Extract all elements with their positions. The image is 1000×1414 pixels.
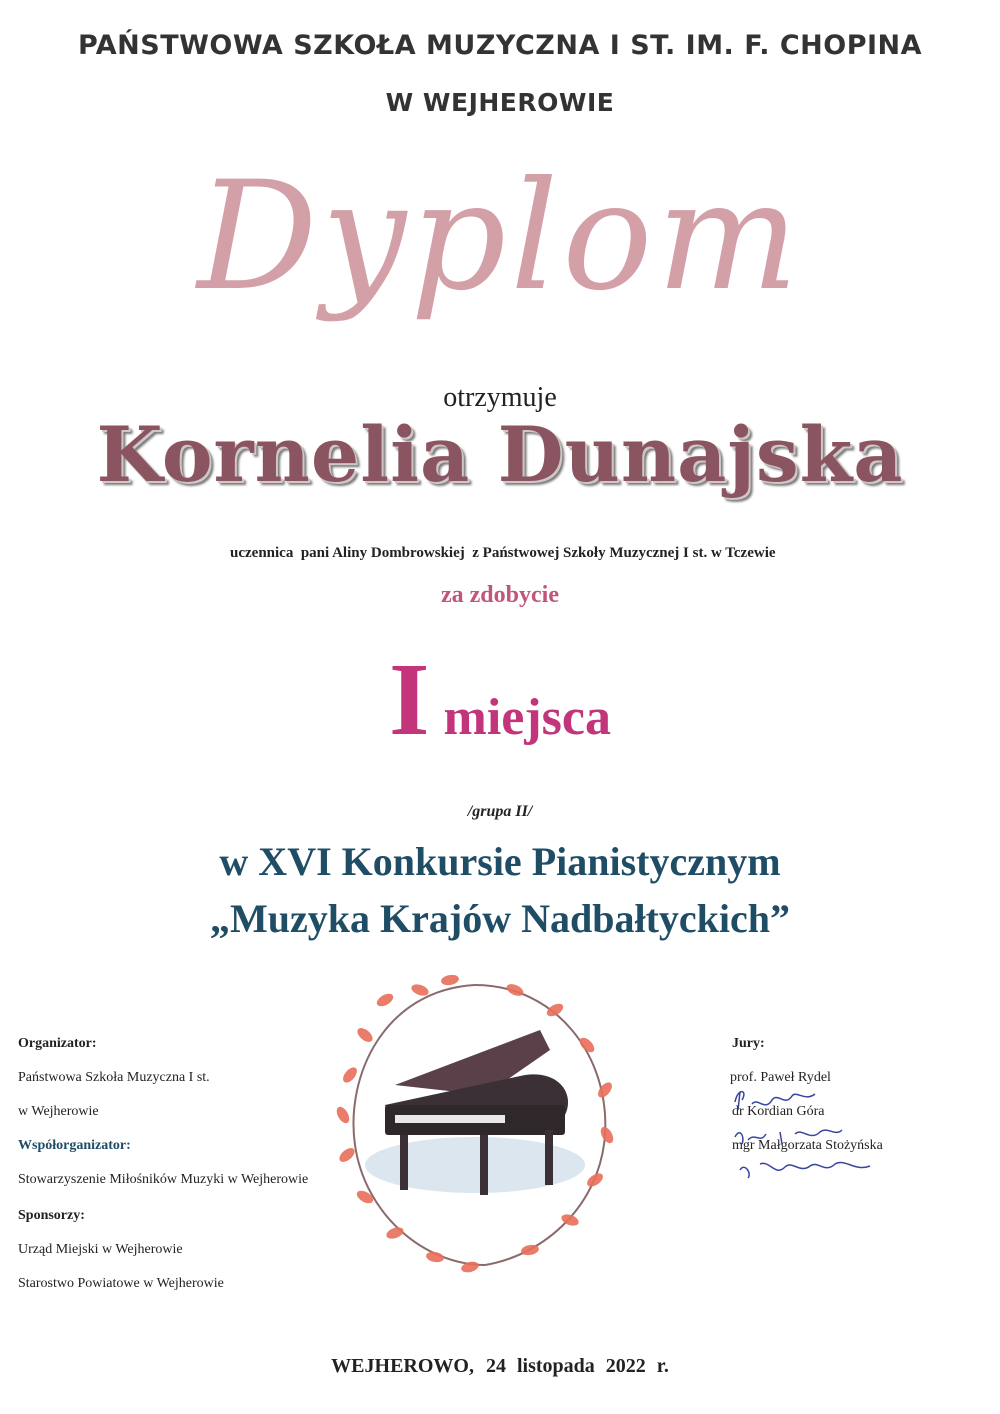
school-name: PAŃSTWOWA SZKOŁA MUZYCZNA I ST. IM. F. CHOPINA (77, 30, 923, 61)
recipient-name: Kornelia Dunajska (96, 410, 904, 499)
receives-label: otrzymuje (443, 382, 557, 413)
place-word: miejsca (443, 689, 611, 746)
organizer-name: Państwowa Szkoła Muzyczna I st. (18, 1070, 210, 1085)
jury-member: prof. Paweł Rydel (730, 1070, 831, 1085)
jury-label: Jury: (732, 1036, 765, 1051)
jury-member: dr Kordian Góra (732, 1104, 825, 1119)
for-label: za zdobycie (441, 582, 559, 608)
group-label: /grupa II/ (467, 803, 533, 820)
sponsor-item: Starostwo Powiatowe w Wejherowie (18, 1276, 224, 1291)
footer-place-date (0, 1355, 1000, 1378)
school-city: W WEJHEROWIE (385, 88, 615, 117)
contest-name: w XVI Konkursie Pianistycznym (219, 839, 781, 884)
footer-city: WEJHEROWO, (331, 1355, 474, 1377)
co-organizer-label: Współorganizator: (18, 1138, 131, 1153)
place-award (0, 640, 1000, 759)
diploma-title: Dyplom (197, 150, 803, 324)
organizer-label: Organizator: (18, 1036, 97, 1051)
grand-piano-wreath-icon (325, 965, 625, 1285)
co-organizer-name: Stowarzyszenie Miłośników Muzyki w Wejherowie (18, 1172, 309, 1187)
footer-date: 24 listopada 2022 r. (485, 1355, 669, 1377)
place-number: I (389, 642, 430, 757)
organizer-city: w Wejherowie (18, 1104, 99, 1119)
jury-signatures (730, 1082, 910, 1192)
sponsor-item: Urząd Miejski w Wejherowie (18, 1242, 183, 1257)
student-info: uczennica pani Aliny Dombrowskiej z Państwowej Szkoły Muzycznej I st. w Tczewie (230, 545, 776, 561)
sponsors-label: Sponsorzy: (18, 1208, 85, 1223)
jury-member: mgr Małgorzata Stożyńska (732, 1138, 883, 1153)
contest-subtitle: „Muzyka Krajów Nadbałtyckich” (210, 896, 790, 941)
